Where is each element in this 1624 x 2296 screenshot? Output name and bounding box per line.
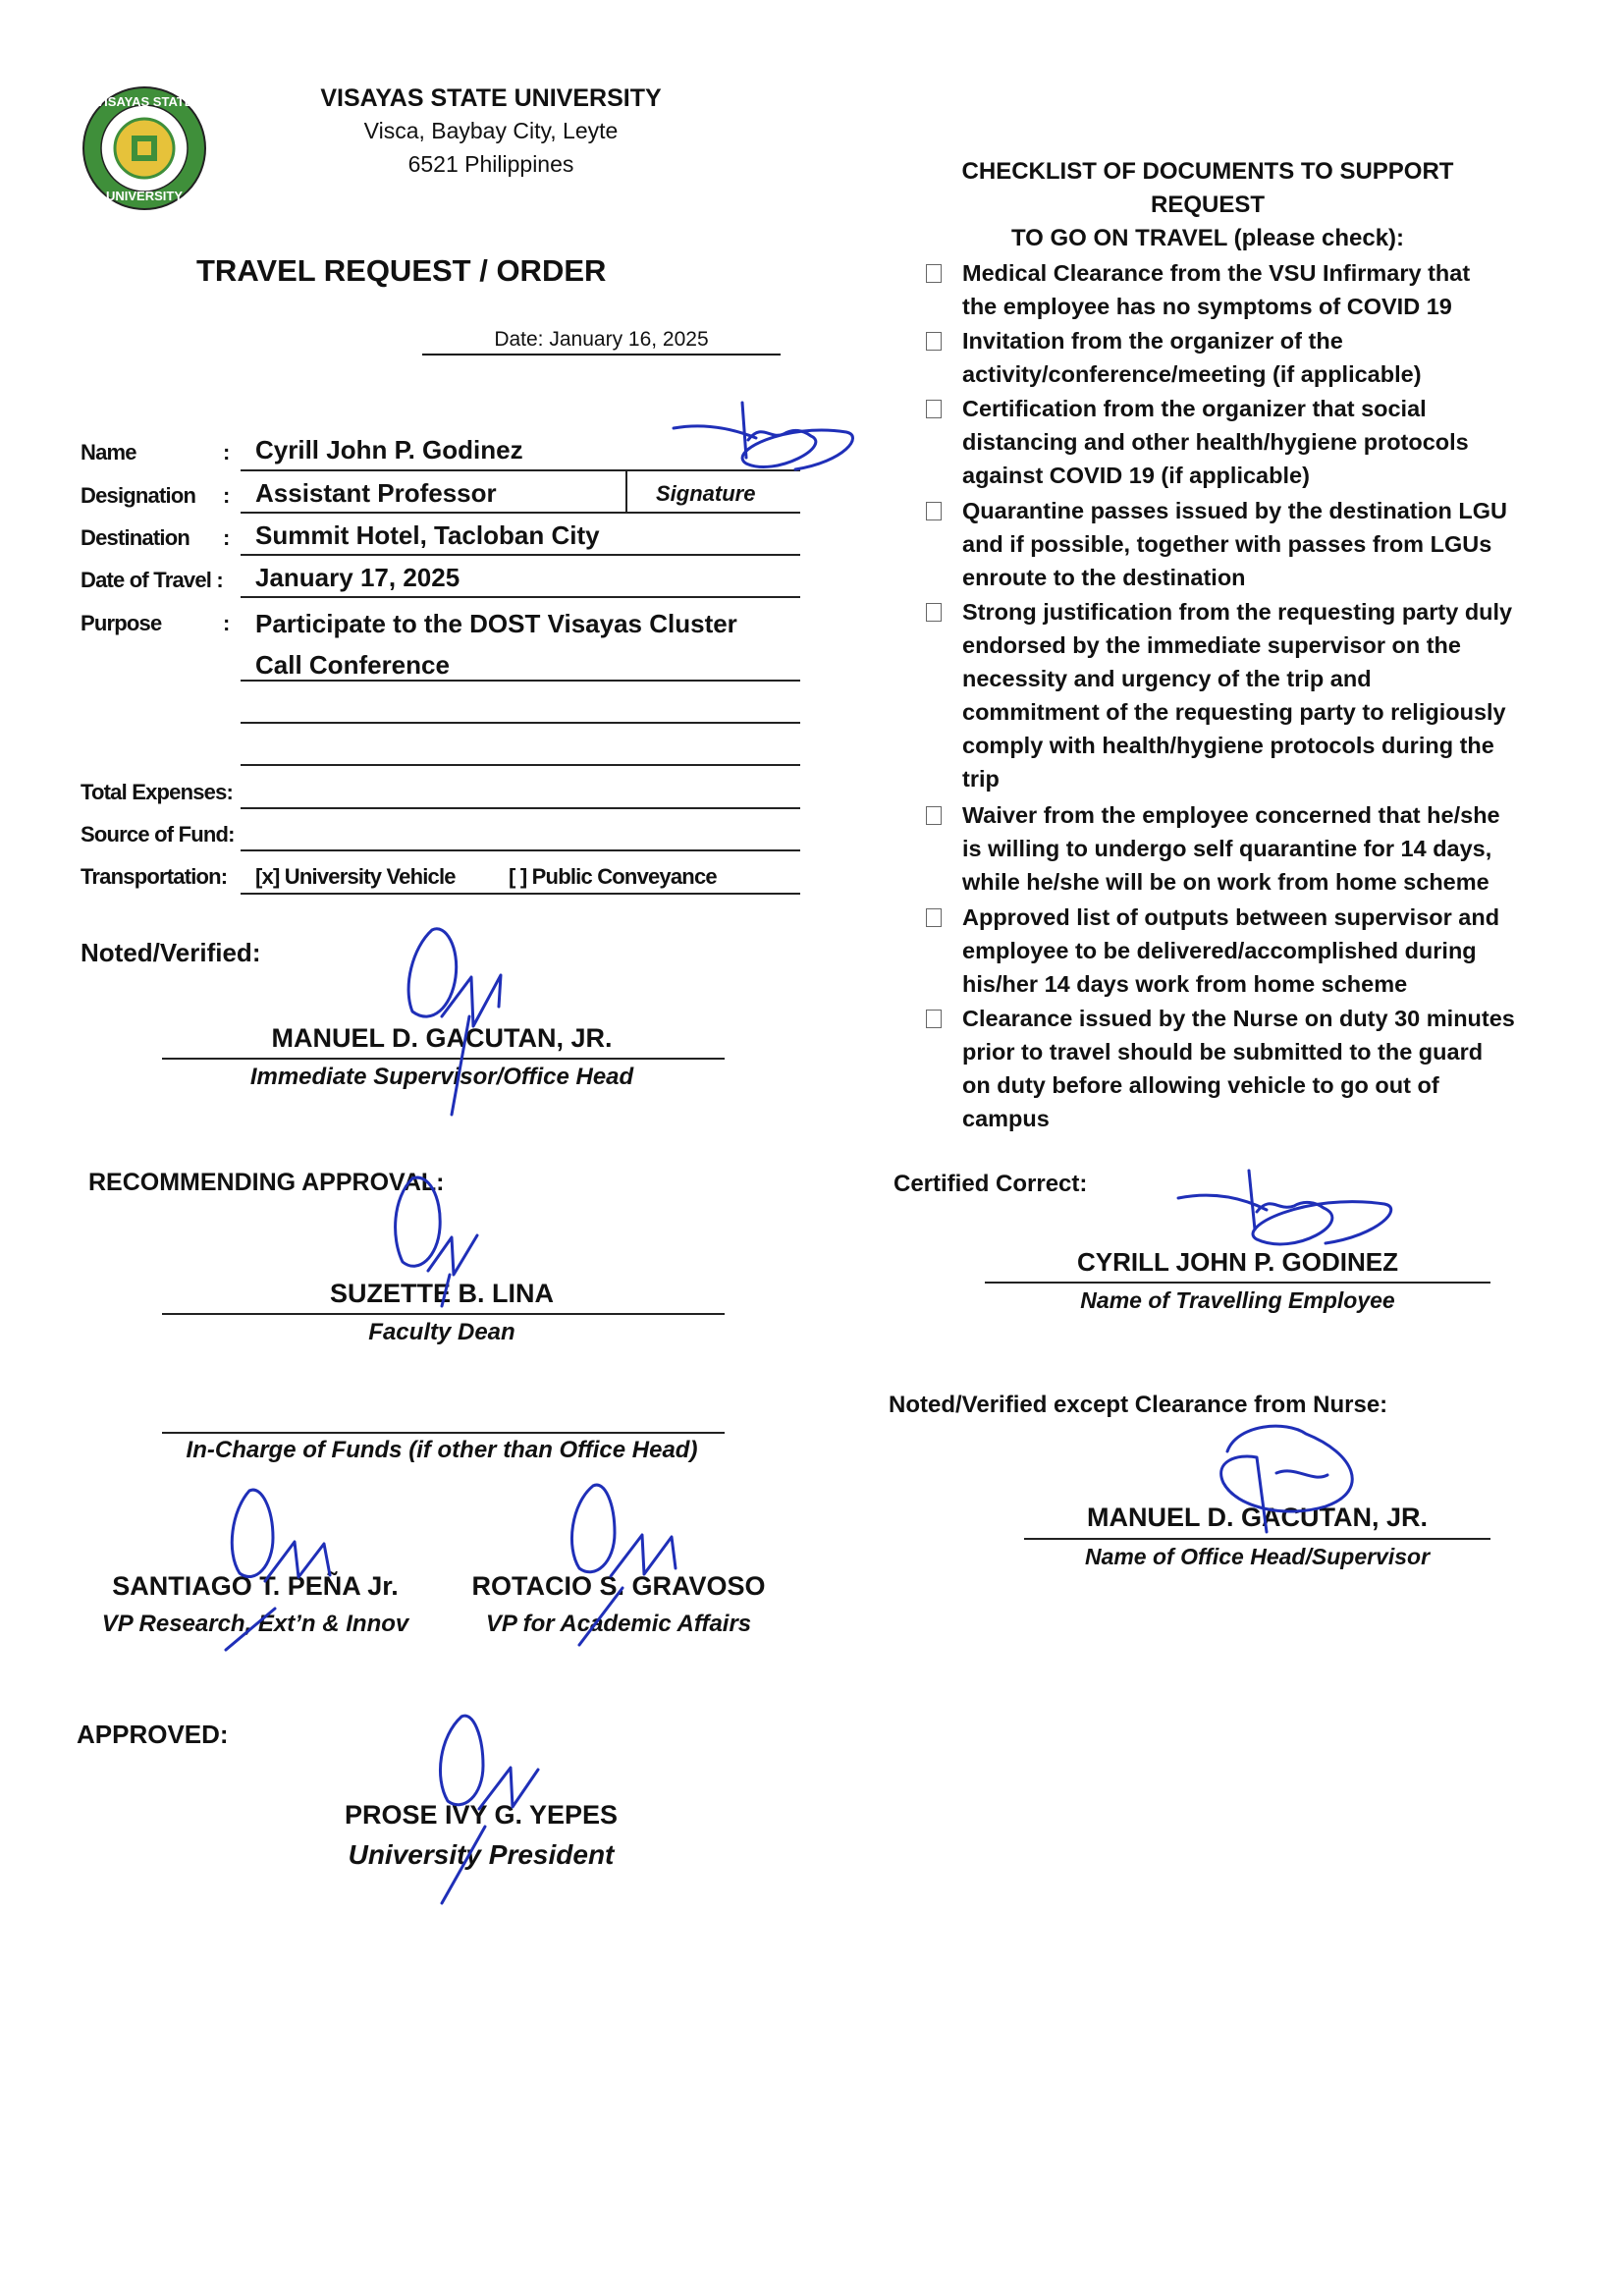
- total-expenses-underline: [241, 807, 800, 809]
- dean-signature: [383, 1169, 501, 1365]
- purpose-value-line2: Call Conference: [255, 650, 450, 680]
- destination-underline: [241, 554, 800, 556]
- checklist-item-line: necessity and urgency of the trip and: [962, 666, 1372, 691]
- checklist-item: [962, 1002, 1591, 1135]
- checklist-title: [913, 155, 1502, 255]
- checklist-item-line: Clearance issued by the Nurse on duty 30 minutes: [962, 1006, 1515, 1031]
- checklist-checkbox[interactable]: [926, 400, 942, 418]
- university-name: VISAYAS STATE UNIVERSITY: [320, 84, 662, 112]
- transportation-underline: [241, 893, 800, 895]
- checklist-item: [962, 595, 1591, 795]
- university-address-line1: Visca, Baybay City, Leyte: [363, 118, 619, 143]
- source-of-fund-underline: [241, 849, 800, 851]
- university-address-line2: 6521 Philippines: [407, 151, 574, 177]
- transport-university-vehicle: [x] University Vehicle: [255, 864, 456, 889]
- destination-label: Destination: [81, 525, 189, 550]
- checklist-item-line: on duty before allowing vehicle to go out of: [962, 1072, 1439, 1098]
- checklist-checkbox[interactable]: [926, 806, 942, 825]
- checklist-item-line: and if possible, together with passes from LGUs: [962, 530, 1492, 557]
- supervisor-name: MANUEL D. GACUTAN, JR.: [271, 1023, 613, 1053]
- president-name: PROSE IVY G. YEPES: [344, 1800, 619, 1830]
- president-role: University President: [348, 1839, 615, 1870]
- noted-except-nurse-heading: Noted/Verified except Clearance from Nurse:: [889, 1392, 1388, 1418]
- name-colon: :: [223, 440, 231, 465]
- purpose-underline-1: [241, 680, 800, 682]
- designation-colon: :: [223, 483, 231, 508]
- checklist-item-line: his/her 14 days work from home scheme: [962, 970, 1408, 997]
- checklist-item-line: Strong justification from the requesting party duly: [962, 599, 1513, 625]
- name-label: Name: [81, 440, 136, 465]
- checklist-title-line1: CHECKLIST OF DOCUMENTS TO SUPPORT REQUEST: [961, 158, 1454, 218]
- checklist-item-line: prior to travel should be submitted to the guard: [962, 1039, 1484, 1065]
- checklist-item: [962, 324, 1591, 391]
- recommending-approval-heading: RECOMMENDING APPROVAL:: [88, 1169, 445, 1196]
- purpose-colon: :: [223, 611, 231, 635]
- svg-text:VISAYAS STATE: VISAYAS STATE: [95, 94, 193, 109]
- purpose-value-line1: Participate to the DOST Visayas Cluster: [255, 609, 737, 638]
- checklist-item-line: commitment of the requesting party to religiously: [962, 699, 1506, 725]
- dean-name: SUZETTE B. LINA: [330, 1279, 554, 1308]
- checklist-item-line: against COVID 19 (if applicable): [962, 463, 1310, 488]
- checklist-item-line: Approved list of outputs between supervisor and: [962, 903, 1500, 930]
- checklist-item-line: Quarantine passes issued by the destination LGU: [962, 497, 1507, 523]
- checklist-checkbox[interactable]: [926, 1010, 942, 1028]
- travelling-employee-role: Name of Travelling Employee: [1080, 1287, 1395, 1313]
- supervisor-signature: [393, 918, 530, 1124]
- designation-underline: [241, 512, 800, 514]
- designation-value: Assistant Professor: [255, 478, 497, 508]
- source-of-fund-label: Source of Fund:: [81, 822, 235, 847]
- checklist-item-line: campus: [962, 1106, 1050, 1131]
- form-title: TRAVEL REQUEST / ORDER: [196, 253, 607, 288]
- date-of-travel-value: January 17, 2025: [255, 563, 460, 592]
- destination-colon: :: [223, 525, 231, 550]
- transport-public-conveyance: [ ] Public Conveyance: [509, 864, 717, 889]
- checklist-item-line: distancing and other health/hygiene protocols: [962, 429, 1469, 455]
- office-head-name: MANUEL D. GACUTAN, JR.: [1086, 1503, 1428, 1532]
- svg-text:UNIVERSITY: UNIVERSITY: [105, 189, 184, 203]
- university-seal-logo: [81, 84, 208, 212]
- checklist-item-line: Certification from the organizer that social: [962, 396, 1427, 421]
- office-head-role: Name of Office Head/Supervisor: [1084, 1544, 1431, 1569]
- checklist-checkbox[interactable]: [926, 502, 942, 520]
- destination-value: Summit Hotel, Tacloban City: [255, 520, 600, 550]
- office-head-signature: [1198, 1414, 1394, 1552]
- checklist-item-line: employee to be delivered/accomplished during: [962, 937, 1477, 963]
- checklist-item-line: activity/conference/meeting (if applicable): [962, 361, 1422, 387]
- checklist-item-line: Waiver from the employee concerned that he/she: [962, 802, 1500, 828]
- checklist-item-line: Invitation from the organizer of the: [962, 328, 1343, 354]
- vp-academic-role: VP for Academic Affairs: [485, 1611, 752, 1637]
- purpose-label: Purpose: [81, 611, 162, 635]
- checklist-item-line: trip: [962, 766, 1000, 792]
- checklist-item-line: Medical Clearance from the VSU Infirmary that: [962, 260, 1471, 286]
- signature-divider: [625, 471, 627, 513]
- date-of-travel-underline: [241, 596, 800, 598]
- checklist-item-line: endorsed by the immediate supervisor on the: [962, 632, 1461, 658]
- vp-academic-signature: [550, 1478, 697, 1655]
- checklist-item: [962, 901, 1591, 1001]
- travelling-employee-name: CYRILL JOHN P. GODINEZ: [1077, 1247, 1398, 1277]
- checklist-checkbox[interactable]: [926, 332, 942, 351]
- funds-line: [162, 1432, 725, 1434]
- checklist-checkbox[interactable]: [926, 264, 942, 283]
- purpose-underline-2: [241, 722, 800, 724]
- checklist-item-line: enroute to the destination: [962, 564, 1246, 590]
- purpose-underline-3: [241, 764, 800, 766]
- date-of-travel-label: Date of Travel :: [81, 568, 223, 592]
- total-expenses-label: Total Expenses:: [81, 780, 234, 804]
- certified-employee-signature: [1168, 1159, 1404, 1286]
- checklist-item: [962, 494, 1591, 594]
- supervisor-role: Immediate Supervisor/Office Head: [249, 1064, 634, 1090]
- signature-label: Signature: [656, 481, 756, 506]
- checklist-item-line: the employee has no symptoms of COVID 19: [962, 294, 1452, 319]
- name-value: Cyrill John P. Godinez: [255, 435, 523, 465]
- president-signature: [422, 1709, 560, 1905]
- vp-research-name: SANTIAGO T. PEÑA Jr.: [112, 1571, 399, 1601]
- checklist-item: [962, 256, 1591, 323]
- checklist-item-line: comply with health/hygiene protocols during the: [962, 733, 1494, 758]
- certified-correct-heading: Certified Correct:: [893, 1171, 1088, 1197]
- purpose-value: [255, 603, 790, 685]
- approved-heading: APPROVED:: [77, 1720, 229, 1749]
- employee-signature: [668, 393, 864, 501]
- funds-role: In-Charge of Funds (if other than Office Head): [186, 1437, 698, 1463]
- vp-research-signature: [216, 1483, 373, 1660]
- checklist-title-line2: TO GO ON TRAVEL (please check):: [1010, 225, 1405, 251]
- designation-label: Designation: [81, 483, 196, 508]
- vp-research-role: VP Research, Ext’n & Innov: [101, 1611, 409, 1637]
- transportation-label: Transportation:: [81, 864, 228, 889]
- vp-academic-name: ROTACIO S. GRAVOSO: [471, 1571, 766, 1601]
- checklist-item: [962, 798, 1591, 899]
- request-date: Date: January 16, 2025: [422, 328, 781, 355]
- checklist-item-line: while he/she will be on work from home scheme: [962, 869, 1489, 895]
- checklist-item: [962, 392, 1591, 492]
- checklist-item-line: is willing to undergo self quarantine for 14 days,: [962, 836, 1492, 861]
- checklist-checkbox[interactable]: [926, 603, 942, 622]
- dean-role: Faculty Dean: [368, 1319, 515, 1345]
- noted-verified-heading: Noted/Verified:: [81, 938, 261, 967]
- checklist-checkbox[interactable]: [926, 908, 942, 927]
